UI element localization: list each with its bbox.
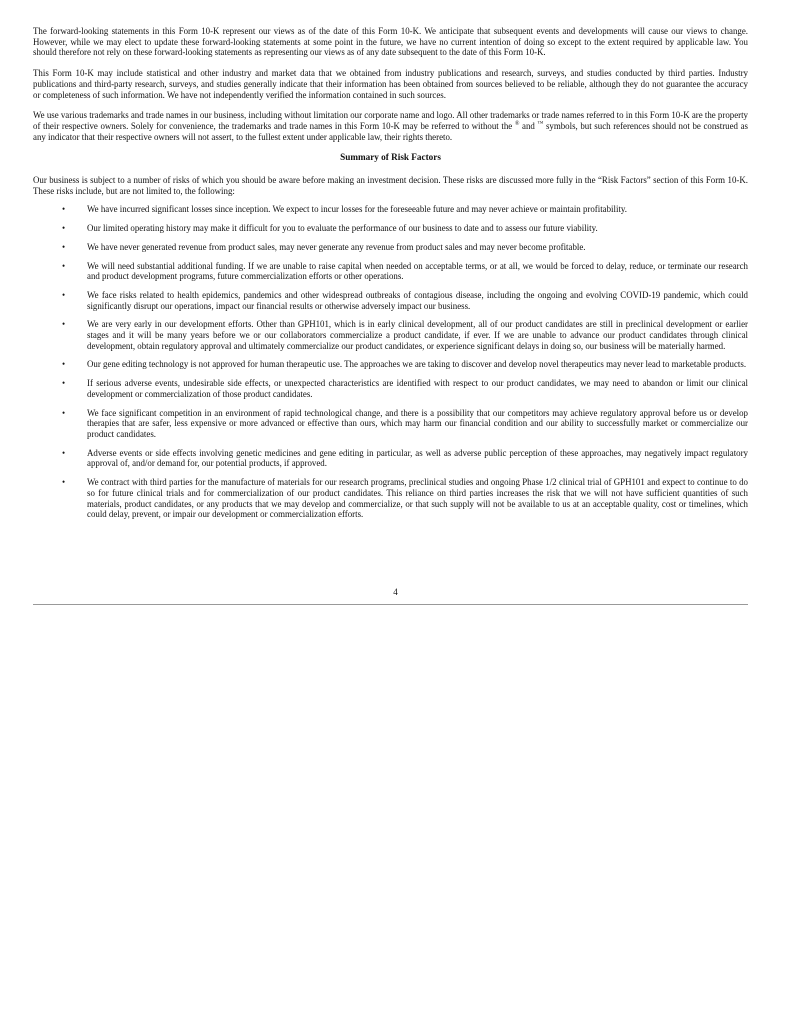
- trademarks-text-end: symbols, but such references should not be construed as any indicator that their respective owners will not assert, to the fullest extent under applicable law, their rights thereto.: [33, 120, 748, 142]
- summary-intro: Our business is subject to a number of risks of which you should be aware before making an investment decision. These risks are discussed more fully in the “Risk Factors” section of this Form 10-K. These risks include, but are not limited to, the following:: [33, 175, 748, 196]
- page-divider: [33, 604, 748, 605]
- risk-text: If serious adverse events, undesirable side effects, or unexpected characteristics are identified with respect to our product candidates, we may need to abandon or limit our clinical development or commercialization of those product candidates.: [87, 378, 748, 399]
- trademarks-paragraph: [33, 110, 748, 142]
- bullet: •: [62, 447, 66, 458]
- bullet: •: [62, 407, 66, 418]
- risk-text: We contract with third parties for the manufacture of materials for our research programs, preclinical studies and ongoing Phase 1/2 clinical trial of GPH101 and expect to continue to do so for future clinical trials and for commercialization of our product candidates. This reliance on third parties increases the risk that we will not have sufficient quantities of such materials, product candidates, or any products that we may develop and commercialize, or that such supply will not be available to us at an acceptable quality, cost or timelines, which could delay, prevent, or impair our development or commercialization efforts.: [87, 477, 748, 520]
- list-item: [33, 319, 748, 351]
- forward-looking-paragraph: The forward-looking statements in this Form 10-K represent our views as of the date of this Form 10-K. We anticipate that subsequent events and developments will cause our views to change. However, while we may elect to update these forward-looking statements at some point in the future, we have no current intention of doing so except to the extent required by applicable law. You should therefore not rely on these forward-looking statements as representing our views as of any date subsequent to the date of this Form 10-K.: [33, 26, 748, 58]
- list-item: [33, 359, 748, 370]
- trademarks-and: and: [519, 120, 538, 131]
- risk-text: Our gene editing technology is not approved for human therapeutic use. The approaches we are taking to discover and develop novel therapeutics may never lead to marketable products.: [87, 359, 747, 370]
- list-item: [33, 378, 748, 399]
- risk-text: We have incurred significant losses since inception. We expect to incur losses for the foreseeable future and may never achieve or maintain profitability.: [87, 204, 627, 215]
- list-item: [33, 290, 748, 311]
- page-number: 4: [393, 587, 398, 597]
- risk-text: We face significant competition in an environment of rapid technological change, and there is a possibility that our competitors may achieve regulatory approval before us or develop therapies that are safer, less expensive or more advanced or effective than ours, which may harm our financial condition and our ability to successfully market or commercialize our product candidates.: [87, 407, 748, 439]
- bullet: •: [62, 260, 66, 271]
- list-item: [33, 204, 748, 215]
- list-item: [33, 223, 748, 234]
- section-heading: Summary of Risk Factors: [340, 152, 441, 163]
- bullet: •: [62, 378, 66, 389]
- list-item: [33, 242, 748, 253]
- bullet: •: [62, 289, 66, 300]
- bullet: •: [62, 241, 66, 252]
- list-item: [33, 448, 748, 469]
- document-page: [33, 26, 748, 528]
- risk-text: We will need substantial additional funding. If we are unable to raise capital when needed on acceptable terms, or at all, we would be forced to delay, reduce, or terminate our research and product development programs, future commercialization efforts or other operations.: [87, 260, 748, 282]
- bullet: •: [62, 359, 66, 370]
- risk-text: We have never generated revenue from product sales, may never generate any revenue from product sales and may never become profitable.: [87, 241, 586, 252]
- trademarks-text-start: We use various trademarks and trade names in our business, including without limitation our corporate name and logo. All other trademarks or trade names referred to in this Form 10-K are the property of their respective owners. Solely for convenience, the trademarks and trade names in this Form 10-K may be referred to without the: [33, 110, 748, 131]
- list-item: [33, 408, 748, 440]
- risk-text: We are very early in our development efforts. Other than GPH101, which is in early clinical development, all of our product candidates are still in preclinical development or earlier stages and it will be many years before we or our collaborators commercialize a product candidate, if ever. If we are unable to advance our product candidates through clinical development, obtain regulatory approval and ultimately commercialize our product candidates, or experience significant delays in doing so, our business will be materially harmed.: [87, 319, 748, 351]
- risk-list: [33, 204, 748, 519]
- risk-text: Adverse events or side effects involving genetic medicines and gene editing in particular, as well as adverse public perception of these approaches, may negatively impact regulatory approval of, and/or demand for, our potential products, if approved.: [87, 447, 748, 469]
- risk-text: We face risks related to health epidemics, pandemics and other widespread outbreaks of contagious disease, including the ongoing and evolving COVID-19 pandemic, which could significantly disrupt our operations, impact our financial results or otherwise adversely impact our business.: [87, 289, 748, 311]
- trademark-symbol: ™: [537, 120, 544, 127]
- industry-data-paragraph: This Form 10-K may include statistical and other industry and market data that we obtained from industry publications and research, surveys, and studies conducted by third parties. Industry publications and third-party research, surveys, and studies generally indicate that their information has been obtained from sources believed to be reliable, although they do not guarantee the accuracy or completeness of such information. We have not independently verified the information contained in such sources.: [33, 68, 748, 100]
- bullet: •: [62, 204, 66, 215]
- risk-text: Our limited operating history may make it difficult for you to evaluate the performance of our business to date and to assess our future viability.: [87, 223, 598, 234]
- registered-symbol: ®: [514, 120, 520, 127]
- list-item: [33, 477, 748, 520]
- bullet: •: [62, 319, 66, 330]
- bullet: •: [62, 223, 66, 234]
- list-item: [33, 261, 748, 282]
- bullet: •: [62, 477, 66, 488]
